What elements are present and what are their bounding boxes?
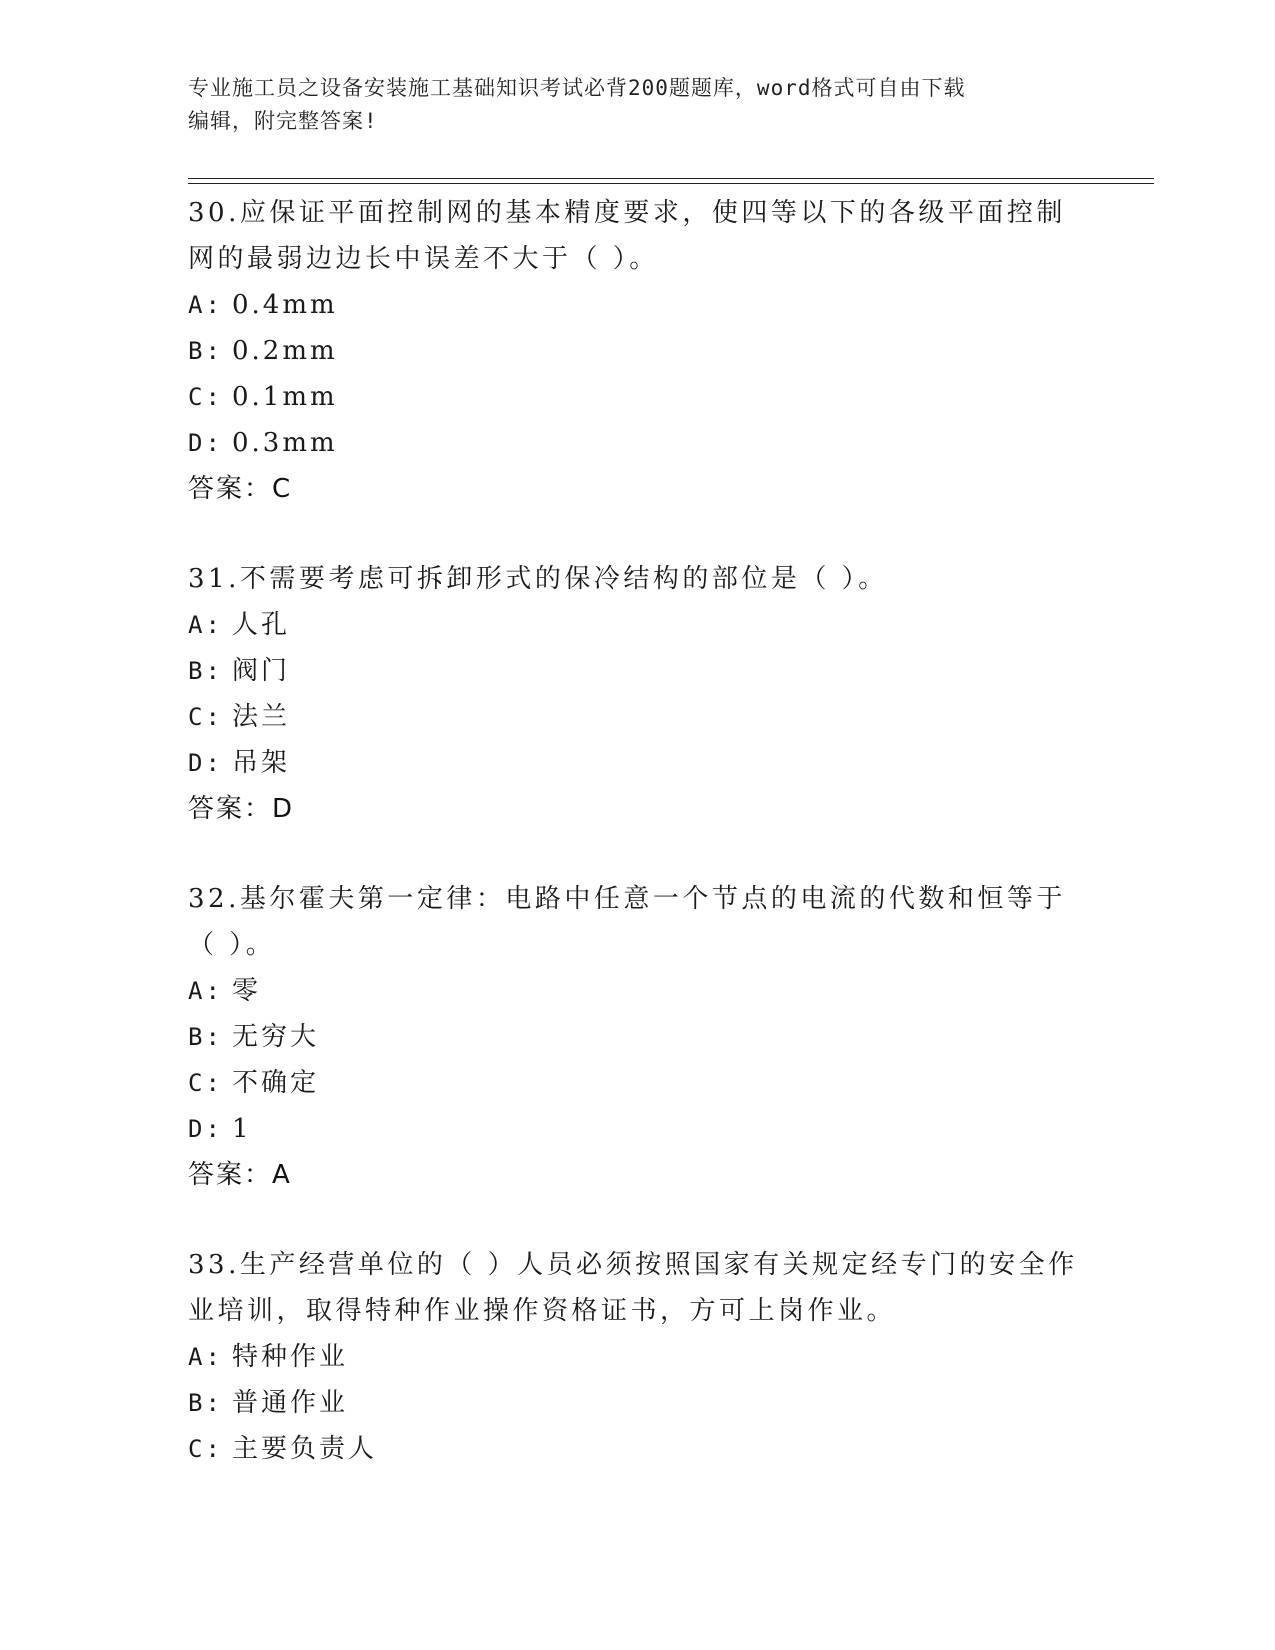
header-divider-top (188, 178, 1154, 179)
option-c (188, 374, 1088, 420)
option-label: B: (188, 1023, 223, 1051)
question-30 (188, 190, 1088, 512)
option-label: D: (188, 749, 223, 777)
question-list (188, 190, 1088, 1472)
option-value: 0.1mm (232, 382, 338, 412)
option-value: 法兰 (232, 702, 291, 732)
option-label: B: (188, 1389, 223, 1417)
answer-line: 答案：A (188, 1160, 292, 1190)
option-b (188, 1014, 1088, 1060)
question-33 (188, 1242, 1088, 1472)
option-value: 阀门 (232, 656, 291, 686)
option-d (188, 1106, 1088, 1152)
option-label: A: (188, 291, 223, 319)
option-b (188, 1380, 1088, 1426)
option-b (188, 648, 1088, 694)
option-value: 人孔 (232, 610, 291, 640)
option-value: 普通作业 (232, 1388, 349, 1418)
header-title-line-1: 专业施工员之设备安装施工基础知识考试必背200题题库，word格式可自由下载 (188, 76, 966, 100)
answer-line: 答案：C (188, 474, 293, 504)
question-31 (188, 556, 1088, 832)
option-b (188, 328, 1088, 374)
option-value: 主要负责人 (232, 1434, 378, 1464)
option-value: 特种作业 (232, 1342, 349, 1372)
option-value: 0.2mm (232, 336, 338, 366)
option-d (188, 740, 1088, 786)
question-text: 30.应保证平面控制网的基本精度要求，使四等以下的各级平面控制网的最弱边边长中误差不大于（ ）。 (188, 198, 1066, 274)
option-label: C: (188, 1435, 223, 1463)
option-value: 0.4mm (232, 290, 338, 320)
option-label: B: (188, 337, 223, 365)
header-title-line-2: 编辑，附完整答案! (188, 109, 378, 133)
header-divider-bottom (188, 183, 1154, 184)
option-value: 零 (232, 976, 262, 1006)
option-c (188, 694, 1088, 740)
option-a (188, 282, 1088, 328)
option-label: B: (188, 657, 223, 685)
option-a (188, 602, 1088, 648)
option-label: C: (188, 1069, 223, 1097)
option-label: A: (188, 977, 223, 1005)
option-value: 1 (232, 1114, 252, 1144)
option-c (188, 1426, 1088, 1472)
question-text: 31.不需要考虑可拆卸形式的保冷结构的部位是（ ）。 (188, 564, 888, 594)
option-label: A: (188, 1343, 223, 1371)
question-text: 32.基尔霍夫第一定律：电路中任意一个节点的电流的代数和恒等于（ ）。 (188, 884, 1066, 960)
option-a (188, 1334, 1088, 1380)
option-a (188, 968, 1088, 1014)
option-label: C: (188, 703, 223, 731)
option-label: D: (188, 1115, 223, 1143)
option-label: C: (188, 383, 223, 411)
option-value: 不确定 (232, 1068, 320, 1098)
answer-line: 答案：D (188, 794, 295, 824)
document-header (188, 72, 1068, 138)
option-label: A: (188, 611, 223, 639)
option-label: D: (188, 429, 223, 457)
question-text: 33.生产经营单位的（ ）人员必须按照国家有关规定经专门的安全作业培训，取得特种作业操作资格证书，方可上岗作业。 (188, 1250, 1078, 1326)
option-value: 0.3mm (232, 428, 338, 458)
option-value: 无穷大 (232, 1022, 320, 1052)
option-c (188, 1060, 1088, 1106)
option-d (188, 420, 1088, 466)
question-32 (188, 876, 1088, 1198)
option-value: 吊架 (232, 748, 291, 778)
